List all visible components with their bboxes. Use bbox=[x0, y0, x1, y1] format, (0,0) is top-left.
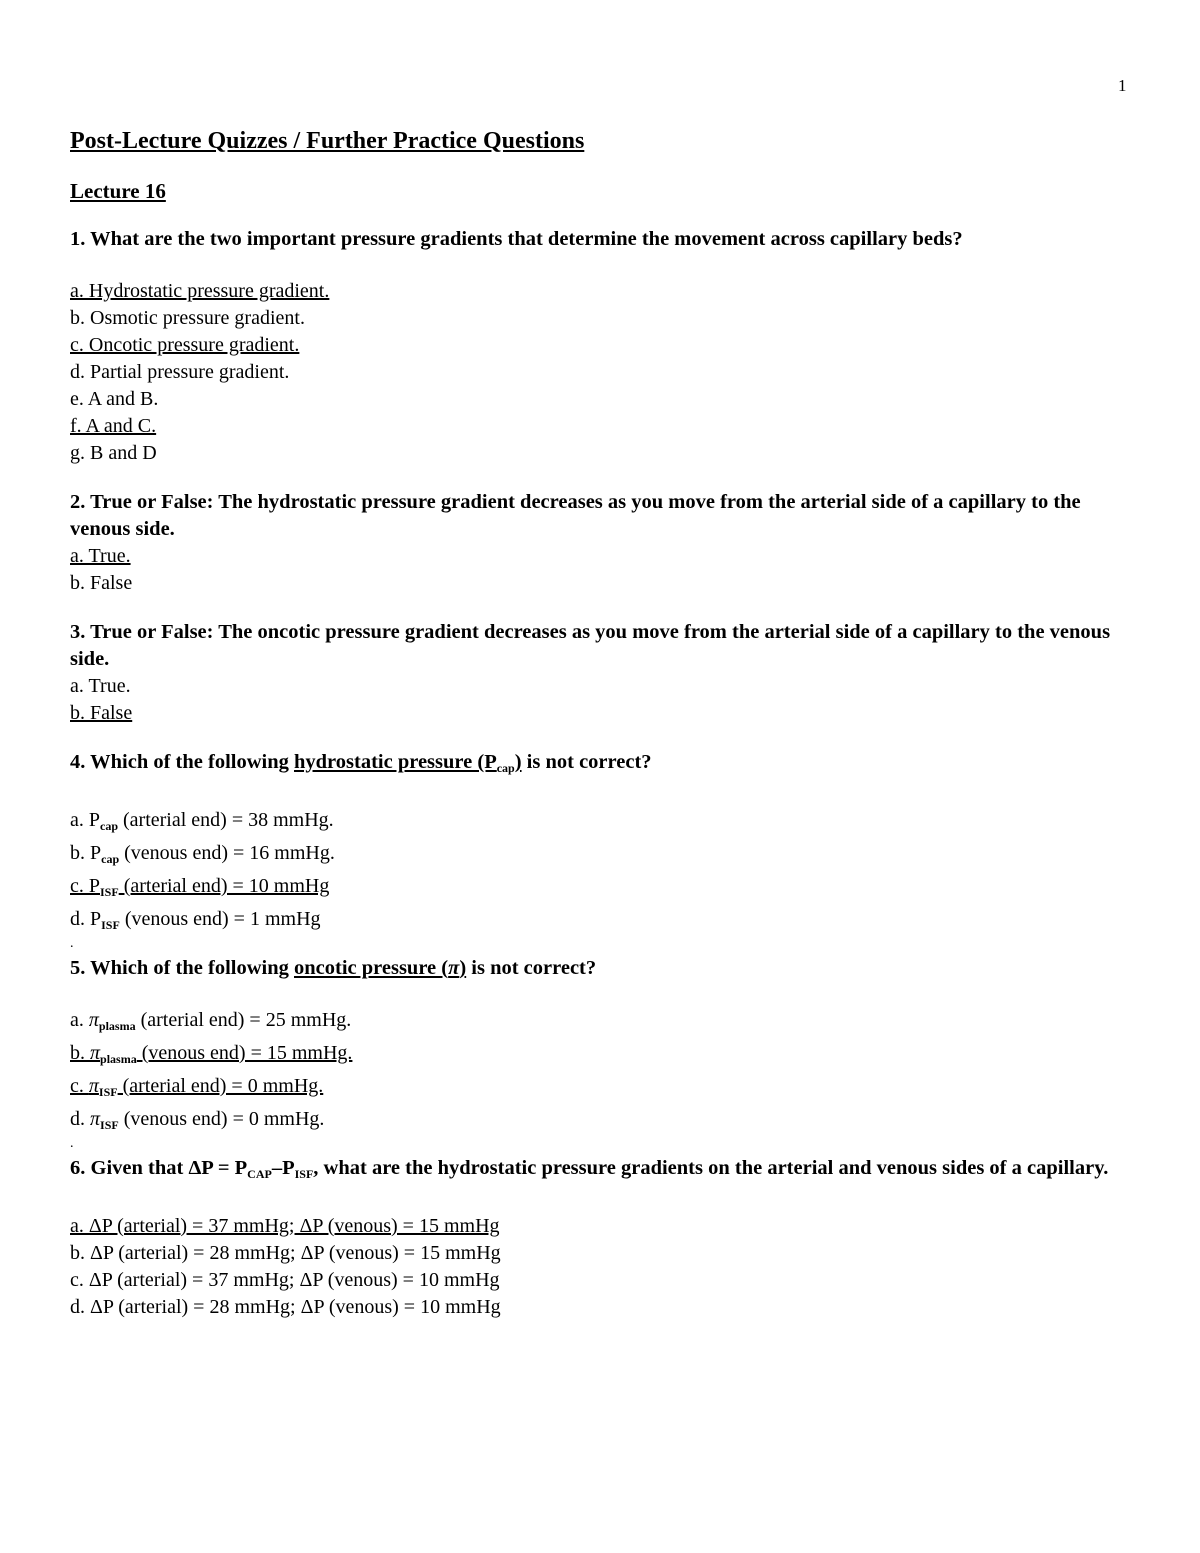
answer-option: d. ΔP (arterial) = 28 mmHg; ΔP (venous) = 10 mmHg bbox=[70, 1296, 501, 1318]
question-6-mid: –P bbox=[271, 1157, 295, 1179]
answer-option: d. Partial pressure gradient. bbox=[70, 361, 290, 383]
question-4-suffix: is not correct? bbox=[521, 751, 652, 773]
question-5-term bbox=[294, 957, 466, 979]
term-text: hydrostatic pressure (P bbox=[294, 751, 497, 773]
term-close: ) bbox=[514, 751, 522, 773]
term-text: oncotic pressure ( bbox=[294, 957, 449, 979]
document-content bbox=[70, 124, 1145, 1343]
question-1-text: 1. What are the two important pressure gradients that determine the movement across capillary beds? bbox=[70, 228, 963, 250]
document-title: Post-Lecture Quizzes / Further Practice Questions bbox=[70, 128, 585, 154]
option-prefix: b. bbox=[70, 1042, 90, 1064]
answer-option: b. ΔP (arterial) = 28 mmHg; ΔP (venous) = 15 mmHg bbox=[70, 1242, 501, 1264]
trailing-dot: . bbox=[70, 1136, 74, 1151]
question-5-suffix: is not correct? bbox=[466, 957, 597, 979]
answer-option bbox=[70, 807, 1145, 840]
option-text: (venous end) = 16 mmHg. bbox=[119, 842, 335, 864]
answer-option: b. False bbox=[70, 702, 133, 724]
answer-option: g. B and D bbox=[70, 442, 157, 464]
question-3-text: 3. True or False: The oncotic pressure gradient decreases as you move from the arterial side of a capillary to the venous side. bbox=[70, 621, 1111, 670]
answer-option bbox=[70, 1040, 1145, 1073]
answer-option bbox=[70, 873, 1145, 906]
answer-option: e. A and B. bbox=[70, 388, 159, 410]
question-6-subscript-isf: ISF bbox=[294, 1167, 314, 1181]
question-6 bbox=[70, 1155, 1145, 1321]
question-6-suffix: , what are the hydrostatic pressure gradients on the arterial and venous sides of a capillary. bbox=[313, 1157, 1109, 1179]
option-subscript: cap bbox=[100, 819, 118, 833]
question-6-prefix: 6. Given that ΔP = P bbox=[70, 1157, 248, 1179]
answer-option: a. True. bbox=[70, 675, 131, 697]
option-text: (venous end) = 15 mmHg. bbox=[136, 1042, 353, 1064]
answer-option: a. Hydrostatic pressure gradient. bbox=[70, 280, 330, 302]
question-2 bbox=[70, 489, 1145, 597]
option-subscript: plasma bbox=[100, 1052, 137, 1066]
pi-symbol: π bbox=[88, 1075, 99, 1097]
question-5-text bbox=[70, 955, 1145, 982]
question-6-subscript-cap: CAP bbox=[247, 1167, 272, 1181]
answer-option bbox=[70, 1073, 1145, 1106]
answer-option: b. Osmotic pressure gradient. bbox=[70, 307, 305, 329]
option-subscript: plasma bbox=[98, 1019, 136, 1033]
option-text: (arterial end) = 25 mmHg. bbox=[135, 1009, 352, 1031]
lecture-heading: Lecture 16 bbox=[70, 179, 166, 203]
option-text: (arterial end) = 0 mmHg. bbox=[117, 1075, 324, 1097]
option-subscript: ISF bbox=[98, 1085, 118, 1099]
answer-option: b. False bbox=[70, 572, 133, 594]
option-prefix: a. P bbox=[70, 809, 100, 831]
option-subscript: cap bbox=[101, 852, 120, 866]
option-prefix: c. bbox=[70, 1075, 89, 1097]
pi-symbol: π bbox=[90, 1108, 101, 1130]
answer-option: a. True. bbox=[70, 545, 131, 567]
option-subscript: ISF bbox=[101, 918, 120, 932]
option-text: (arterial end) = 38 mmHg. bbox=[118, 809, 334, 831]
option-subscript: ISF bbox=[100, 1118, 119, 1132]
page-number: 1 bbox=[1118, 76, 1127, 95]
term-subscript: cap bbox=[496, 761, 515, 775]
question-4-term bbox=[294, 751, 522, 773]
option-text: (venous end) = 0 mmHg. bbox=[118, 1108, 325, 1130]
question-6-text bbox=[70, 1155, 1145, 1188]
question-1-options bbox=[70, 278, 1145, 467]
term-close: ) bbox=[459, 957, 467, 979]
question-5 bbox=[70, 955, 1145, 1155]
answer-option: c. ΔP (arterial) = 37 mmHg; ΔP (venous) = 10 mmHg bbox=[70, 1269, 500, 1291]
option-prefix: c. P bbox=[70, 875, 100, 897]
question-3 bbox=[70, 619, 1145, 727]
pi-symbol: π bbox=[90, 1042, 101, 1064]
option-prefix: d. bbox=[70, 1108, 90, 1130]
question-1 bbox=[70, 226, 1145, 467]
option-prefix: d. P bbox=[70, 908, 102, 930]
option-subscript: ISF bbox=[100, 885, 119, 899]
question-4-prefix: 4. Which of the following bbox=[70, 751, 294, 773]
answer-option: c. Oncotic pressure gradient. bbox=[70, 334, 300, 356]
option-prefix: b. P bbox=[70, 842, 102, 864]
option-text: (venous end) = 1 mmHg bbox=[119, 908, 321, 930]
pi-symbol: π bbox=[88, 1009, 99, 1031]
option-prefix: a. bbox=[70, 1009, 89, 1031]
trailing-dot: . bbox=[70, 936, 74, 951]
pi-symbol: π bbox=[448, 957, 460, 979]
question-2-text: 2. True or False: The hydrostatic pressure gradient decreases as you move from the arterial side of a capillary to the venous side. bbox=[70, 491, 1081, 540]
answer-option: f. A and C. bbox=[70, 415, 157, 437]
answer-option bbox=[70, 1007, 1145, 1040]
answer-option: a. ΔP (arterial) = 37 mmHg; ΔP (venous) = 15 mmHg bbox=[70, 1215, 500, 1237]
answer-option bbox=[70, 840, 1145, 873]
question-5-prefix: 5. Which of the following bbox=[70, 957, 294, 979]
question-4-text bbox=[70, 749, 1145, 782]
question-4 bbox=[70, 749, 1145, 955]
option-text: (arterial end) = 10 mmHg bbox=[118, 875, 330, 897]
